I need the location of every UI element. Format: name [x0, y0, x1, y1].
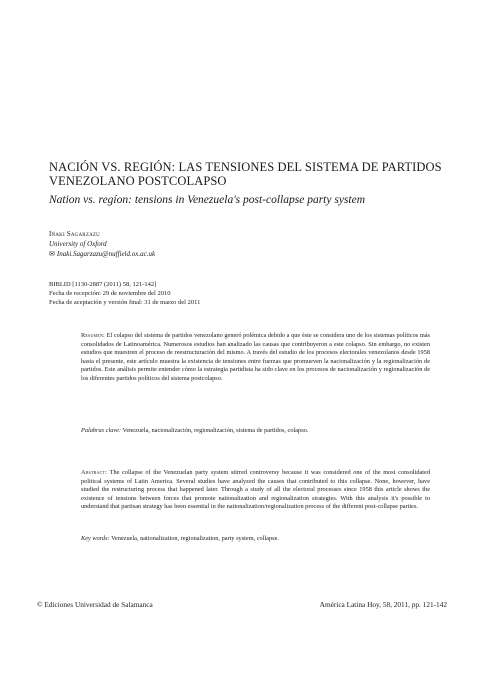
keywords-spanish	[81, 427, 430, 436]
keywords-english	[81, 535, 430, 544]
biblid-code: BIBLID [1130-2887 (2011) 58, 121-142]	[49, 281, 157, 288]
abstract-spanish	[81, 332, 430, 383]
abstract-spanish-heading: Resumen:	[81, 332, 105, 339]
author-name: Iñaki Sagarzazu	[49, 230, 100, 238]
author-block	[49, 229, 349, 259]
keywords-english-text: Venezuela, nationalization, regionalization, party system, collapse.	[109, 535, 279, 542]
reception-date: Fecha de recepción: 29 de noviembre del 2010	[49, 290, 171, 297]
article-title-english: Nation vs. regíon: tensions in Venezuela's post-collapse party system	[49, 194, 366, 206]
envelope-icon: ✉	[49, 250, 55, 258]
footer-journal-citation: América Latina Hoy, 58, 2011, pp. 121-142	[319, 600, 447, 609]
author-affiliation: University of Oxford	[49, 240, 107, 248]
abstract-english	[81, 469, 430, 512]
article-title-spanish: NACIÓN VS. REGIÓN: LAS TENSIONES DEL SISTEMA DE PARTIDOS VENEZOLANO POSTCOLAPSO	[49, 160, 442, 188]
keywords-spanish-label: Palabras clave:	[81, 427, 122, 434]
keywords-english-label: Key words:	[81, 535, 110, 542]
abstract-english-heading: Abstract:	[81, 469, 108, 476]
acceptance-date: Fecha de aceptación y versión final: 31 de marzo del 2011	[49, 299, 201, 306]
footer-publisher: © Ediciones Universidad de Salamanca	[37, 600, 153, 609]
author-email[interactable]: Inaki.Sagarzazu@nuffield.ox.ac.uk	[56, 250, 156, 258]
author-email-line	[49, 249, 349, 259]
abstract-spanish-text: El colapso del sistema de partidos venezolano generó polémica debido a que éste se considera uno de los sistemas políticos más consolidados de Latinoamérica. Numerosos estudios han analizado las causas que contribuyeron a este colapso. Sin embargo, no existen estudios que muestren el proceso de reestructuración del mismo. A través del estudio de los procesos electorales venezolanos desde 1958 hasta el presente, este artículo muestra la existencia de tensiones entre fuerzas que promueven la nacionalización y la regionalización de partidos. Este análisis permite entender cómo la estrategia partidista ha sido clave en los procesos de nacionalización y regionalización de los diferentes partidos políticos del sistema postcolapso.	[81, 332, 430, 382]
abstract-english-text: The collapse of the Venezuelan party system stirred controversy because it was considered one of the most consolidated political systems of Latin America. Several studies have analyzed the causes that contributed to this collapse. None, however, have studied the restructuring process that happened later. Through a study of all the electoral processes since 1958 this article shows the existence of tensions between forces that promote nationalization and regionalization strategies. With this analysis it's possible to understand that partisan strategy has been essential in the nationalization/regionalization process of the different post-collapse parties.	[81, 469, 430, 510]
biblid-block	[49, 280, 369, 307]
keywords-spanish-text: Venezuela, nacionalización, regionalización, sistema de partidos, colapso.	[121, 427, 309, 434]
